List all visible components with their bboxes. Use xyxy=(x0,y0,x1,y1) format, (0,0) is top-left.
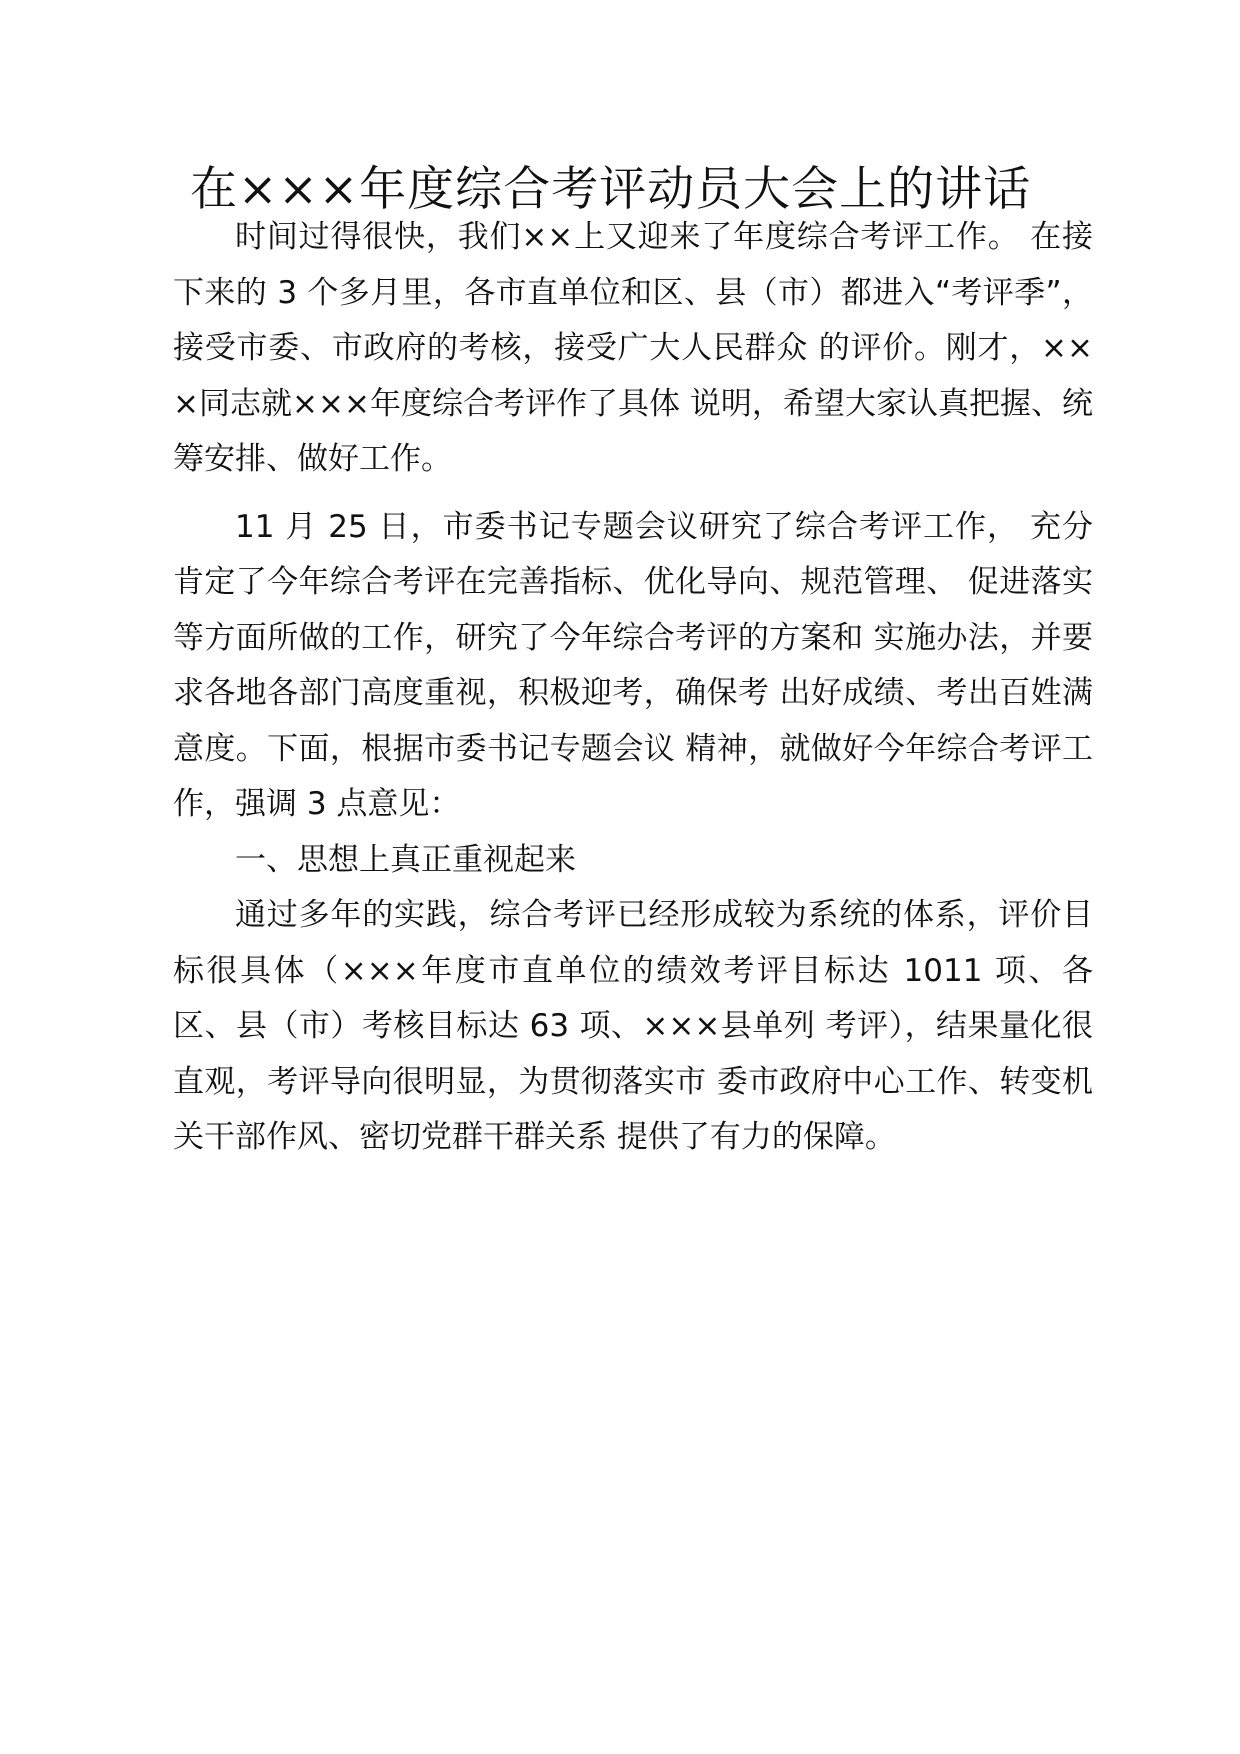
paragraph-meeting: 11 月 25 日，市委书记专题会议研究了综合考评工作， 充分肯定了今年综合考评在完善指标、优化导向、规范管理、 促进落实等方面所做的工作，研究了今年综合考评的方案和 实施办法，并要求各地各部门高度重视，积极迎考，确保考 出好成绩、考出百姓满意度。下面，根据市委书记专题会议 精神，就做好今年综合考评工作，强调 3 点意见： xyxy=(173,508,1093,822)
document-body xyxy=(173,210,1093,1166)
section-paragraph: 通过多年的实践，综合考评已经形成较为系统的体系，评价目标很具体（×××年度市直单位的绩效考评目标达 1011 项、各区、县（市）考核目标达 63 项、×××县单列 考评），结果量化很直观，考评导向很明显，为贯彻落实市 委市政府中心工作、转变机关干部作风、密切党群干群关系 提供了有力的保障。 xyxy=(173,897,1093,1155)
section-heading: 一、思想上真正重视起来 xyxy=(235,841,576,878)
paragraph-intro: 时间过得很快，我们××上又迎来了年度综合考评工作。 在接下来的 3 个多月里，各市直单位和区、县（市）都进入“考评季”，接受市委、市政府的考核，接受广大人民群众 的评价。刚才，×××同志就×××年度综合考评作了具体 说明，希望大家认真把握、统筹安排、做好工作。 xyxy=(173,219,1093,477)
document-title: 在×××年度综合考评动员大会上的讲话 xyxy=(190,162,1032,217)
